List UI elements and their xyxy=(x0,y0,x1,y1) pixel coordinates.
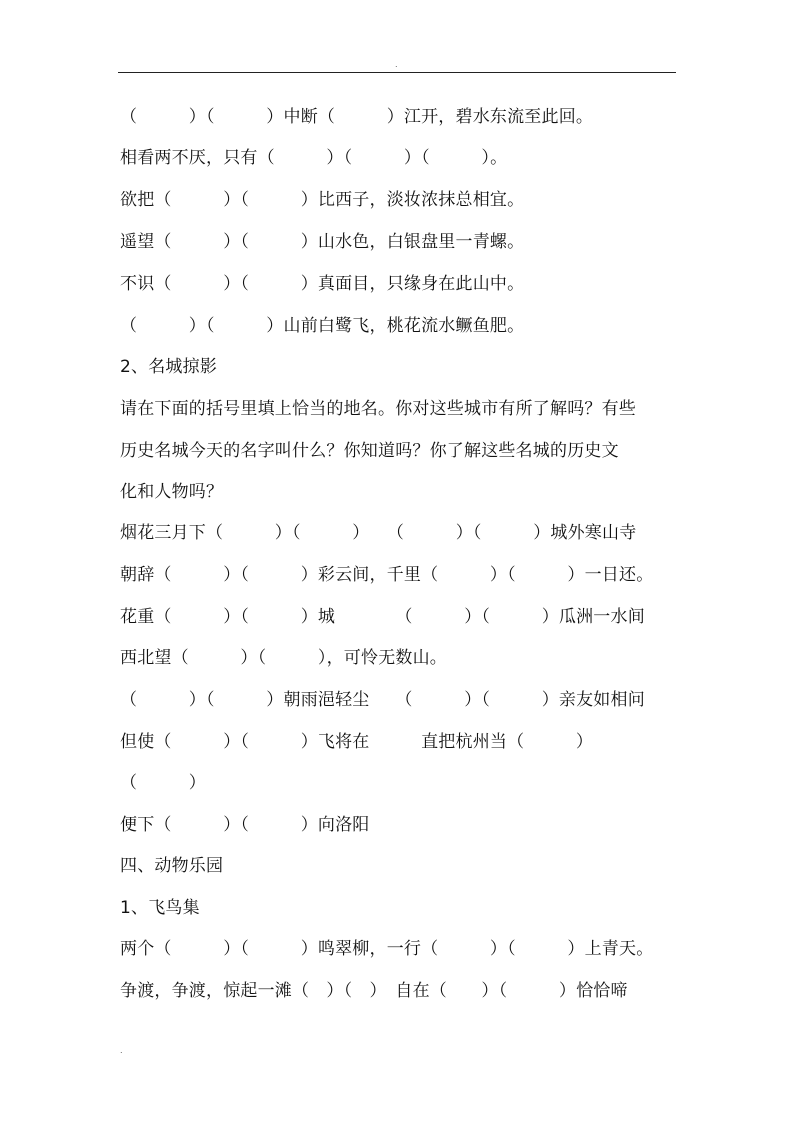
text-line: （ ）（ ）朝雨浥轻尘 （ ）（ ）亲友如相问 xyxy=(120,690,645,710)
text-line: 相看两不厌，只有（ ）（ ）（ ）。 xyxy=(120,148,508,168)
section-heading: 四、动物乐园 xyxy=(120,856,224,876)
text-line: 请在下面的括号里填上恰当的地名。你对这些城市有所了解吗？有些 xyxy=(120,399,636,419)
text-line: 朝辞（ ）（ ）彩云间，千里（ ）（ ）一日还。 xyxy=(120,565,654,585)
text-line: 西北望（ ）（ ），可怜无数山。 xyxy=(120,648,447,668)
text-line: （ ）（ ）中断（ ）江开，碧水东流至此回。 xyxy=(120,107,594,127)
header-mark: . xyxy=(395,60,398,69)
text-line: （ ）（ ）山前白鹭飞，桃花流水鳜鱼肥。 xyxy=(120,316,525,336)
text-line: 遥望（ ）（ ）山水色，白银盘里一青螺。 xyxy=(120,232,525,252)
text-line: 历史名城今天的名字叫什么？你知道吗？你了解这些名城的历史文 xyxy=(120,441,619,461)
section-heading: 1、飞鸟集 xyxy=(120,898,200,918)
text-line: 争渡，争渡，惊起一滩（ ）（ ） 自在（ ）（ ）恰恰啼 xyxy=(120,981,628,1001)
footer-mark: . xyxy=(120,1046,123,1055)
text-line: 便下（ ）（ ）向洛阳 xyxy=(120,815,370,835)
section-heading: 2、名城掠影 xyxy=(120,357,218,377)
text-line: 化和人物吗？ xyxy=(120,482,224,502)
text-line: 花重（ ）（ ）城 （ ）（ ）瓜洲一水间 xyxy=(120,607,645,627)
header-rule xyxy=(118,72,676,73)
text-line: 不识（ ）（ ）真面目，只缘身在此山中。 xyxy=(120,274,525,294)
text-line: 但使（ ）（ ）飞将在 直把杭州当（ ） xyxy=(120,732,594,752)
text-line: 欲把（ ）（ ）比西子，淡妆浓抹总相宜。 xyxy=(120,190,525,210)
text-line: 两个（ ）（ ）鸣翠柳，一行（ ）（ ）上青天。 xyxy=(120,939,654,959)
text-line: 烟花三月下（ ）（ ） （ ）（ ）城外寒山寺 xyxy=(120,523,637,543)
text-line: （ ） xyxy=(120,773,206,793)
